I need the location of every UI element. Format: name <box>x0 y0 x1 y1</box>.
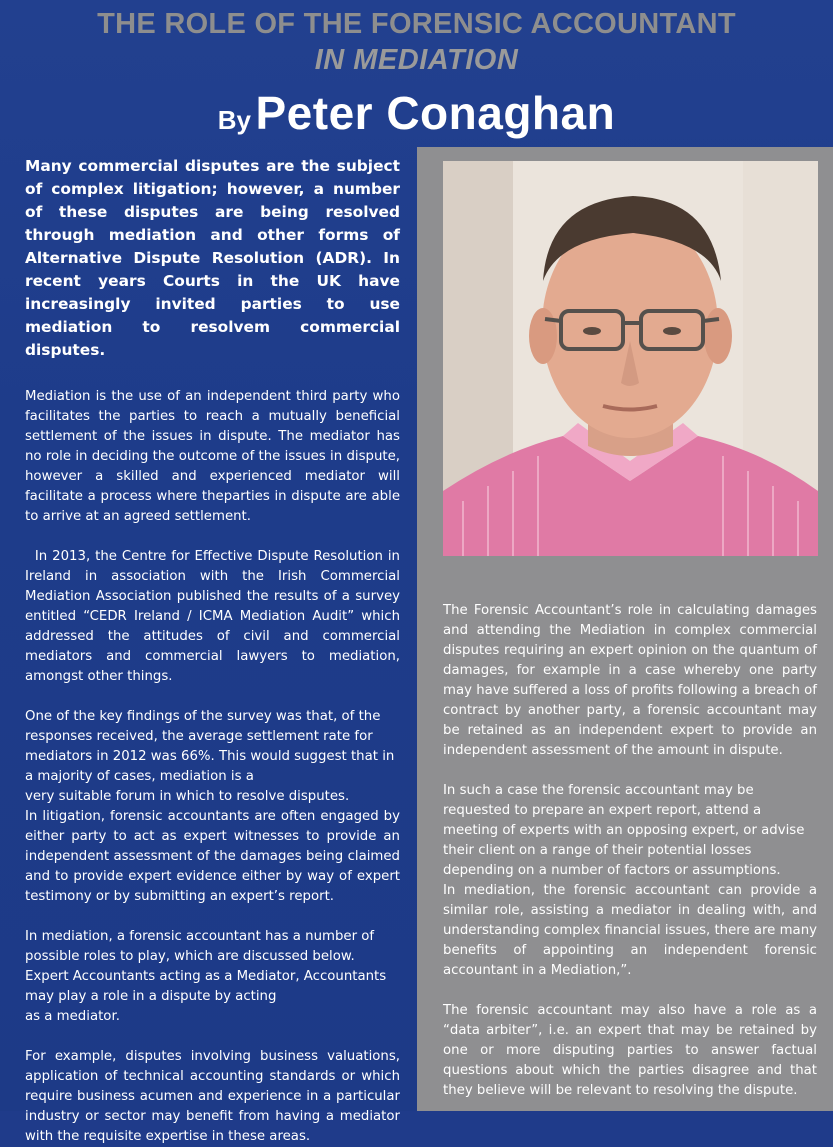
paragraph-mediation-definition: Mediation is the use of an independent third party who facilitates the parties to reach a mutually beneficial settlement of the issues in dispute. The mediator has no role in deciding the outcome of the issues in dispute, however a skilled and experienced mediator will facilitate a process where theparties in dispute are able to arrive at an agreed settlement. <box>25 389 400 524</box>
paragraph-cedr-survey-text: In 2013, the Centre for Effective Dispute Resolution in Ireland in association with the Irish Commercial Mediation Association published the results of a survey entitled “CEDR Ireland / ICMA Mediation Audit” which addressed the attitudes of civil and commercial mediators and commercial lawyers to mediation, amongst other things. <box>25 549 400 684</box>
paragraph-assisting-mediator: In mediation, the forensic accountant can provide a similar role, assisting a mediator in dealing with, and understanding complex financial issues, there are many benefits of appointing an independent forensic accountant in a Mediation,”. <box>443 883 817 978</box>
paragraph-roles: In mediation, a forensic accountant has a number of possible roles to play, which are discussed below. Expert Accountants acting as a Mediator, Accountants may play a role in a dispute by acting <box>25 929 387 1004</box>
right-panel <box>417 147 833 1111</box>
right-column-text <box>443 601 817 1101</box>
title-line-1: THE ROLE OF THE FORENSIC ACCOUNTANT <box>97 8 736 40</box>
paragraph-cedr-survey <box>25 547 400 687</box>
paragraph-expert-report: In such a case the forensic accountant may be requested to prepare an expert report, attend a meeting of experts with an opposing expert, or advise their client on a range of their potential losses <box>443 783 805 858</box>
title-line-2: IN MEDIATION <box>314 44 519 76</box>
paragraph-example: For example, disputes involving business valuations, application of technical accounting standards or which require business acumen and experience in a particular industry or sector may benefit from having a mediator with the requisite expertise in these areas. <box>25 1049 400 1144</box>
paragraph-damages-role: The Forensic Accountant’s role in calculating damages and attending the Mediation in complex commercial disputes requiring an expert opinion on the quantum of damages, for example in a case whereby one party may have suffered a loss of profits following a breach of contract by another party, a forensic accountant may be retained as an independent expert to provide an independent assessment of the amount in dispute. <box>443 603 817 758</box>
paragraph-key-findings: One of the key findings of the survey was that, of the responses received, the average settlement rate for mediators in 2012 was 66%. This would suggest that in a majority of cases, mediation is a <box>25 709 395 784</box>
paragraph-expert-report-cont: depending on a number of factors or assumptions. <box>443 863 781 878</box>
author-name: Peter Conaghan <box>255 87 616 139</box>
byline-by: By <box>217 105 252 135</box>
lead-paragraph: Many commercial disputes are the subject of complex litigation; however, a number of these disputes are being resolved through mediation and other forms of Alternative Dispute Resolution (ADR). In recent years Courts in the UK have increasingly invited parties to use mediation to resolvem commercial disputes. <box>25 157 400 359</box>
paragraph-litigation: In litigation, forensic accountants are often engaged by either party to act as expert witnesses to provide an independent assessment of the damages being claimed and to provide expert evidence either by way of expert testimony or by submitting an expert’s report. <box>25 809 400 904</box>
author-portrait-image <box>443 161 818 556</box>
paragraph-data-arbiter: The forensic accountant may also have a role as a “data arbiter”, i.e. an expert that may be retained by one or more disputing parties to answer factual questions about which the parties disagree and that they believe will be relevant to resolving the dispute. <box>443 1003 817 1098</box>
paragraph-roles-cont: as a mediator. <box>25 1009 120 1024</box>
author-photo <box>443 161 818 556</box>
left-column <box>25 155 400 1147</box>
byline <box>0 86 833 140</box>
paragraph-key-findings-cont: very suitable forum in which to resolve disputes. <box>25 789 350 804</box>
